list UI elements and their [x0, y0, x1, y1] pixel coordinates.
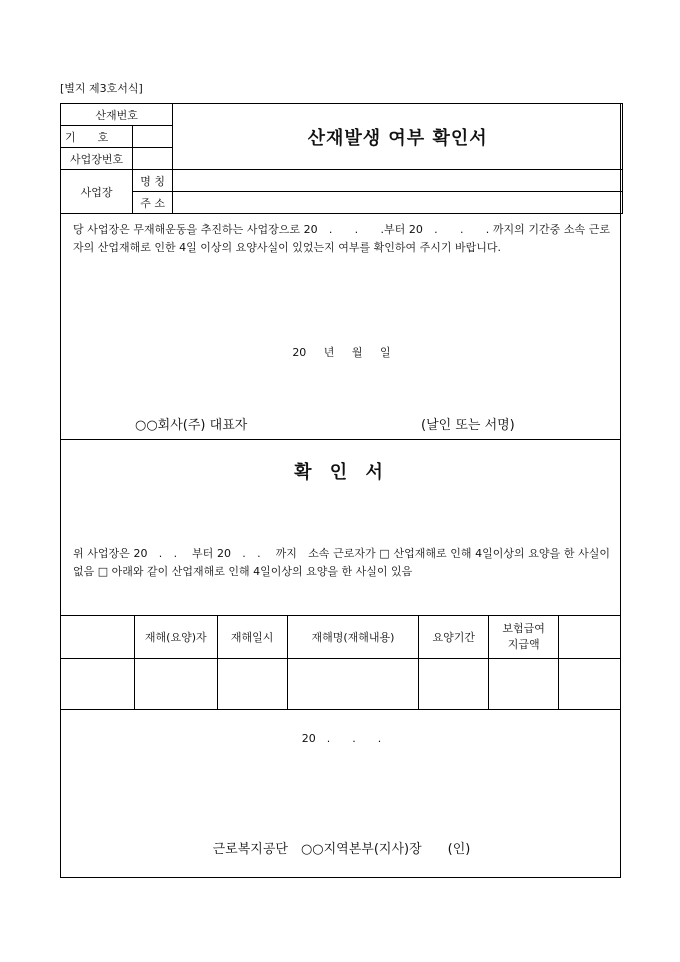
table-header-description: 재해명(재해내용) — [287, 616, 419, 659]
table-cell[interactable] — [489, 659, 559, 710]
accident-table — [60, 615, 621, 710]
table-cell[interactable] — [419, 659, 489, 710]
table-row — [61, 659, 621, 710]
table-cell[interactable] — [559, 659, 621, 710]
code-field[interactable] — [133, 126, 173, 148]
form-label: [별지 제3호서식] — [60, 82, 143, 95]
table-cell[interactable] — [287, 659, 419, 710]
issuer: 근로복지공단 ○○지역본부(지사)장 (인) — [212, 842, 471, 857]
document-title: 산재발생 여부 확인서 — [173, 104, 623, 170]
confirmation-title: 확 인 서 — [294, 462, 389, 483]
section-divider — [61, 439, 620, 440]
address-label: 주 소 — [133, 192, 173, 214]
table-cell[interactable] — [217, 659, 287, 710]
header-table — [60, 103, 623, 214]
table-header-period: 요양기간 — [419, 616, 489, 659]
business-no-field[interactable] — [133, 148, 173, 170]
table-header-benefit: 보험급여 지급액 — [489, 616, 559, 659]
accident-no-label: 산재번호 — [61, 104, 173, 126]
table-header-extra — [559, 616, 621, 659]
table-header-datetime: 재해일시 — [217, 616, 287, 659]
name-label: 명 칭 — [133, 170, 173, 192]
code-label: 기 호 — [61, 126, 133, 148]
seal-note: (날인 또는 서명) — [421, 418, 515, 433]
request-date: 20 년 월 일 — [292, 346, 391, 359]
workplace-label: 사업장 — [61, 170, 133, 214]
table-header-blank — [61, 616, 135, 659]
issue-date: 20 . . . — [301, 732, 382, 745]
document-frame — [60, 103, 621, 878]
table-cell[interactable] — [134, 659, 217, 710]
business-no-label: 사업장번호 — [61, 148, 133, 170]
confirmation-text: 위 사업장은 20 . . 부터 20 . . 까지 소속 근로자가 □ 산업재해로 인해 4일이상의 요양을 한 사실이 없음 □ 아래와 같이 산업재해로 인해 4일이상의 요양을 한 사실이 있음 — [73, 547, 610, 578]
address-field[interactable] — [173, 192, 623, 214]
name-field[interactable] — [173, 170, 623, 192]
request-text: 당 사업장은 무재해운동을 추진하는 사업장으로 20 . . .부터 20 . . . 까지의 기간중 소속 근로자의 산업재해로 인한 4일 이상의 요양사실이 있었는지 여부를 확인하여 주시기 바랍니다. — [73, 223, 610, 254]
table-cell[interactable] — [61, 659, 135, 710]
representative: ○○회사(주) 대표자 — [135, 418, 248, 433]
table-header-patient: 재해(요양)자 — [134, 616, 217, 659]
